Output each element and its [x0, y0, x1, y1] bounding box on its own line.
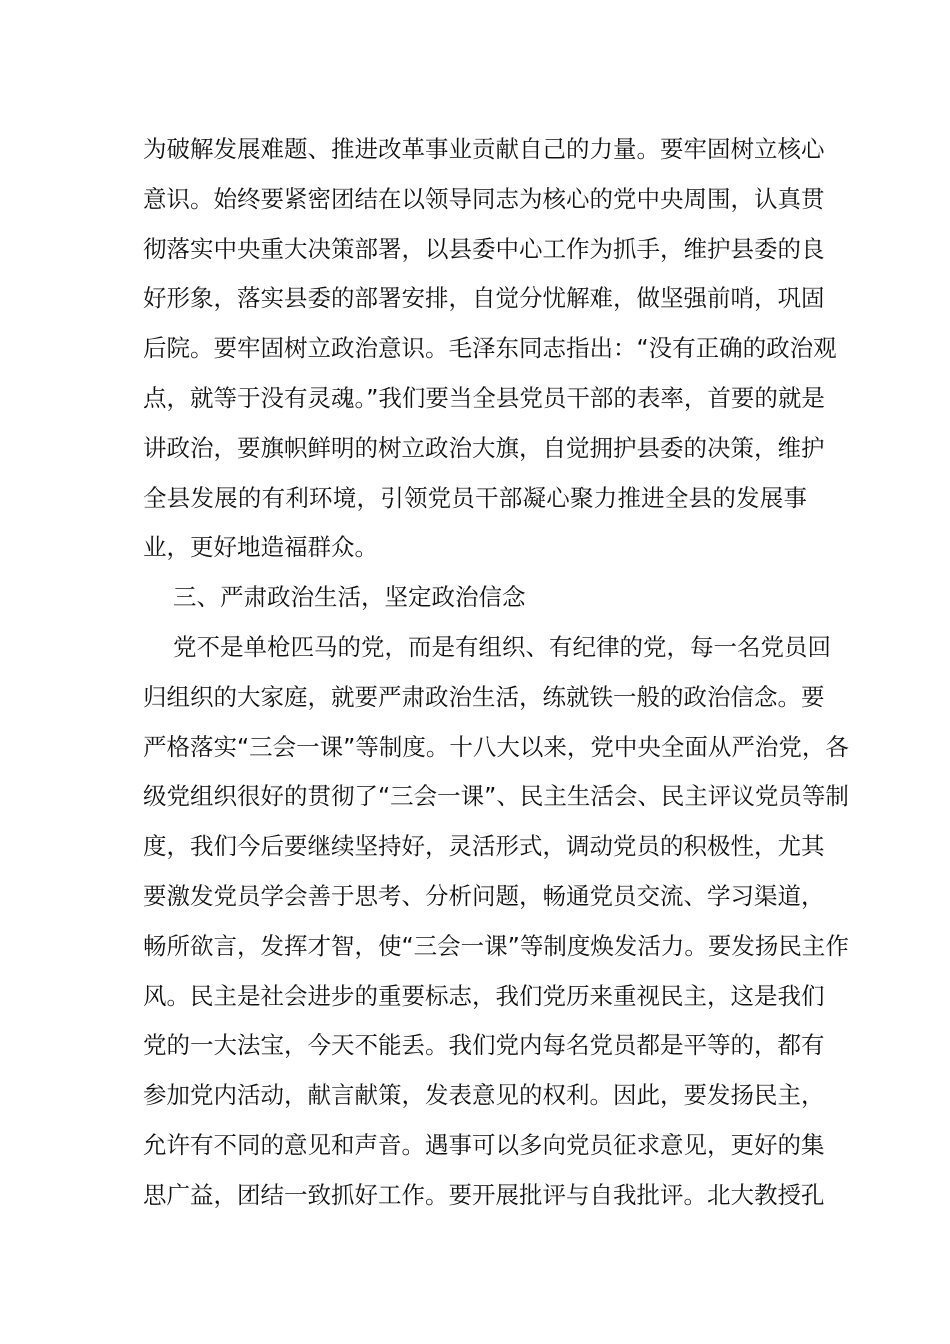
text-line: 好形象，落实县委的部署安排，自觉分忧解难，做坚强前哨，巩固: [143, 284, 825, 313]
text-line: 后院。要牢固树立政治意识。毛泽东同志指出：“没有正确的政治观: [143, 334, 837, 363]
text-line: 级党组织很好的贯彻了“三会一课”、民主生活会、民主评议党员等制: [143, 782, 849, 811]
text-line: 风。民主是社会进步的重要标志，我们党历来重视民主，这是我们: [143, 981, 825, 1010]
text-line: 畅所欲言，发挥才智，使“三会一课”等制度焕发活力。要发扬民主作: [143, 931, 849, 960]
text-line: 业，更好地造福群众。: [143, 533, 378, 562]
text-line: 参加党内活动，献言献策，发表意见的权利。因此，要发扬民主，: [143, 1081, 825, 1110]
text-line: 点，就等于没有灵魂。”我们要当全县党员干部的表率，首要的就是: [143, 383, 825, 412]
text-line: 为破解发展难题、推进改革事业贡献自己的力量。要牢固树立核心: [143, 135, 825, 163]
text-line: 归组织的大家庭，就要严肃政治生活，练就铁一般的政治信念。要: [143, 682, 825, 711]
text-line: 允许有不同的意见和声音。遇事可以多向党员征求意见，更好的集: [143, 1130, 825, 1159]
text-line: 意识。始终要紧密团结在以领导同志为核心的党中央周围，认真贯: [143, 184, 825, 213]
text-line: 要激发党员学会善于思考、分析问题，畅通党员交流、学习渠道，: [143, 881, 825, 910]
section-heading: 三、严肃政治生活，坚定政治信念: [173, 583, 526, 612]
paragraph-continued: [143, 125, 837, 573]
text-line: 全县发展的有利环境，引领党员干部凝心聚力推进全县的发展事: [143, 483, 807, 512]
text-line: 彻落实中央重大决策部署，以县委中心工作为抓手，维护县委的良: [143, 234, 825, 263]
text-line: 思广益，团结一致抓好工作。要开展批评与自我批评。北大教授孔: [143, 1180, 825, 1209]
text-line: 讲政治，要旗帜鲜明的树立政治大旗，自觉拥护县委的决策，维护: [143, 433, 825, 462]
text-line: 严格落实“三会一课”等制度。十八大以来，党中央全面从严治党，各: [143, 732, 849, 761]
text-line: 党不是单枪匹马的党，而是有组织、有纪律的党，每一名党员回: [173, 632, 831, 661]
text-line: 党的一大法宝，今天不能丢。我们党内每名党员都是平等的，都有: [143, 1031, 825, 1060]
text-line: 度，我们今后要继续坚持好，灵活形式，调动党员的积极性，尤其: [143, 832, 825, 861]
paragraph-body: [143, 623, 849, 1221]
document-body: [143, 125, 849, 1221]
